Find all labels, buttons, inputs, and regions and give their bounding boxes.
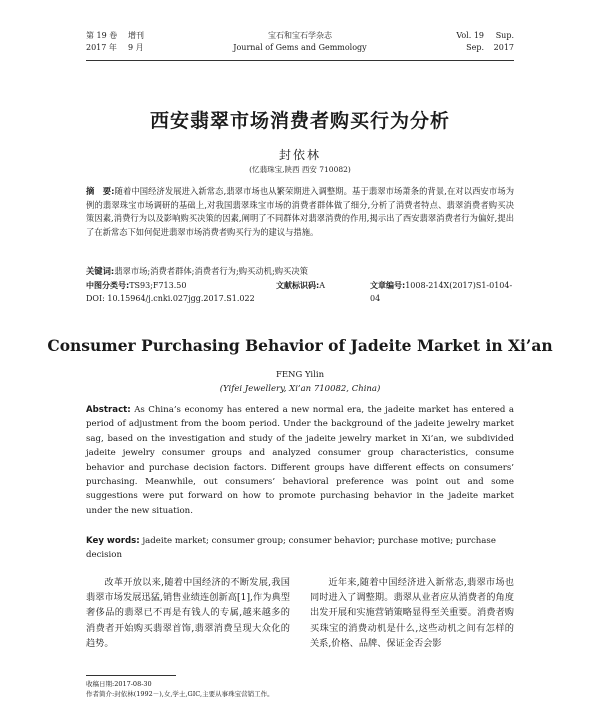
journal-name-cn: 宝石和宝石学杂志 [268, 31, 332, 40]
header-right [438, 30, 514, 54]
header-year-en: 2017 [493, 43, 514, 52]
journal-name-en: Journal of Gems and Gemmology [233, 43, 367, 52]
doc-code-label: 文献标识码: [276, 281, 320, 290]
running-header [86, 30, 514, 60]
author-affiliation-cn: (忆翡珠宝,陕西 西安 710082) [249, 165, 351, 174]
keywords-cn-text: 翡翠市场;消费者群体;消费者行为;购买动机;购买决策 [114, 266, 308, 276]
author-name-cn: 封依林 [278, 148, 321, 162]
abstract-cn-text: 随着中国经济发展进入新常态,翡翠市场也从繁荣期进入调整期。基于翡翠市场萧条的背景,在对以西安市场为例的翡翠珠宝市场调研的基础上,对我国翡翠珠宝市场的消费者群体做了细分,分析了消费者特点、翡翠消费者购买决策因素,消费行为以及影响购买决策的因素,阐明了不同群体对翡翠消费的作用,揭示出了西安翡翠消费者行为偏好,提出了在新常态下如何促进翡翠市场消费者购买行为的建议与措施。 [86, 186, 515, 237]
abstract-cn-label: 摘 要: [86, 186, 115, 196]
clc-label: 中图分类号: [86, 281, 130, 290]
header-month-en: Sep. [466, 43, 484, 52]
abstract-en-label: Abstract: [86, 405, 131, 415]
header-month-cn: 9 月 [128, 43, 144, 52]
article-title-cn: 西安翡翠市场消费者购买行为分析 [149, 110, 450, 132]
header-volume-cn: 第 19 卷 [86, 31, 118, 40]
doi: DOI: 10.15964/j.cnki.027jgg.2017.S1.022 [86, 294, 255, 303]
header-year-cn: 2017 年 [86, 43, 117, 52]
keywords-cn-label: 关键词: [86, 266, 115, 276]
clc-value: TS93;F713.50 [129, 281, 187, 290]
header-issue-cn: 增刊 [128, 31, 144, 40]
author-affiliation-en: (Yifei Jewellery, Xi’an 710082, China) [219, 384, 381, 394]
footnote-rule [86, 675, 176, 676]
footnote-received: 收稿日期:2017-08-30 [86, 680, 152, 688]
abstract-en [86, 403, 514, 518]
doc-code-value: A [319, 281, 325, 290]
keywords-en-text: jadeite market; consumer group; consumer behavior; purchase motive; purchase decision [86, 536, 496, 560]
header-rule [86, 60, 514, 61]
body-column-right: 近年来,随着中国经济进入新常态,翡翠市场也同时进入了调整期。翡翠从业者应从消费者的角度出发开展和实施营销策略显得至关重要。消费者购买珠宝的消费动机是什么,这些动机之间有怎样的关系,价格、品牌、保证金否会影 [310, 577, 514, 649]
keywords-en [86, 534, 514, 562]
keywords-cn [86, 265, 514, 278]
article-number-value: 1008-214X(2017)S1-0104-04 [370, 281, 513, 303]
author-name-en: FENG Yilin [275, 370, 325, 380]
article-title-en: Consumer Purchasing Behavior of Jadeite Market in Xi’an [47, 336, 553, 355]
footnote-author-bio: 作者简介:封依林(1992－),女,学士,GIC,主要从事珠宝营销工作。 [86, 690, 274, 698]
article-number-label: 文章编号: [370, 281, 406, 290]
abstract-en-text: As China’s economy has entered a new normal era, the jadeite market has entered a period of adjustment from the boom period. Under the background of the jadeite jewelry market sag, based on the investigation and study of the jadeite jewelry market in Xi’an, we subdivided jadeite jewelry consumer groups and analyzed consumer group characteristics, consume behavior and purchase decision factors. Different groups have different effects on consumers’ purchasing. Meanwhile, out consumers’ behavioral preference was point out and some suggestions were put forward on how to promote purchasing behavior in the jadeite market under the new situation. [86, 405, 514, 516]
header-issue-en: Sup. [495, 31, 514, 40]
body-column-left: 改革开放以来,随着中国经济的不断发展,我国翡翠市场发展迅猛,销售业绩连创新高[1],作为典型奢侈品的翡翠已不再是有钱人的专属,越来越多的消费者开始购买翡翠首饰,翡翠消费呈现大众化的趋势。 [86, 577, 290, 649]
keywords-en-label: Key words: [86, 536, 140, 546]
header-volume-en: Vol. 19 [456, 31, 484, 40]
abstract-cn [86, 185, 514, 239]
